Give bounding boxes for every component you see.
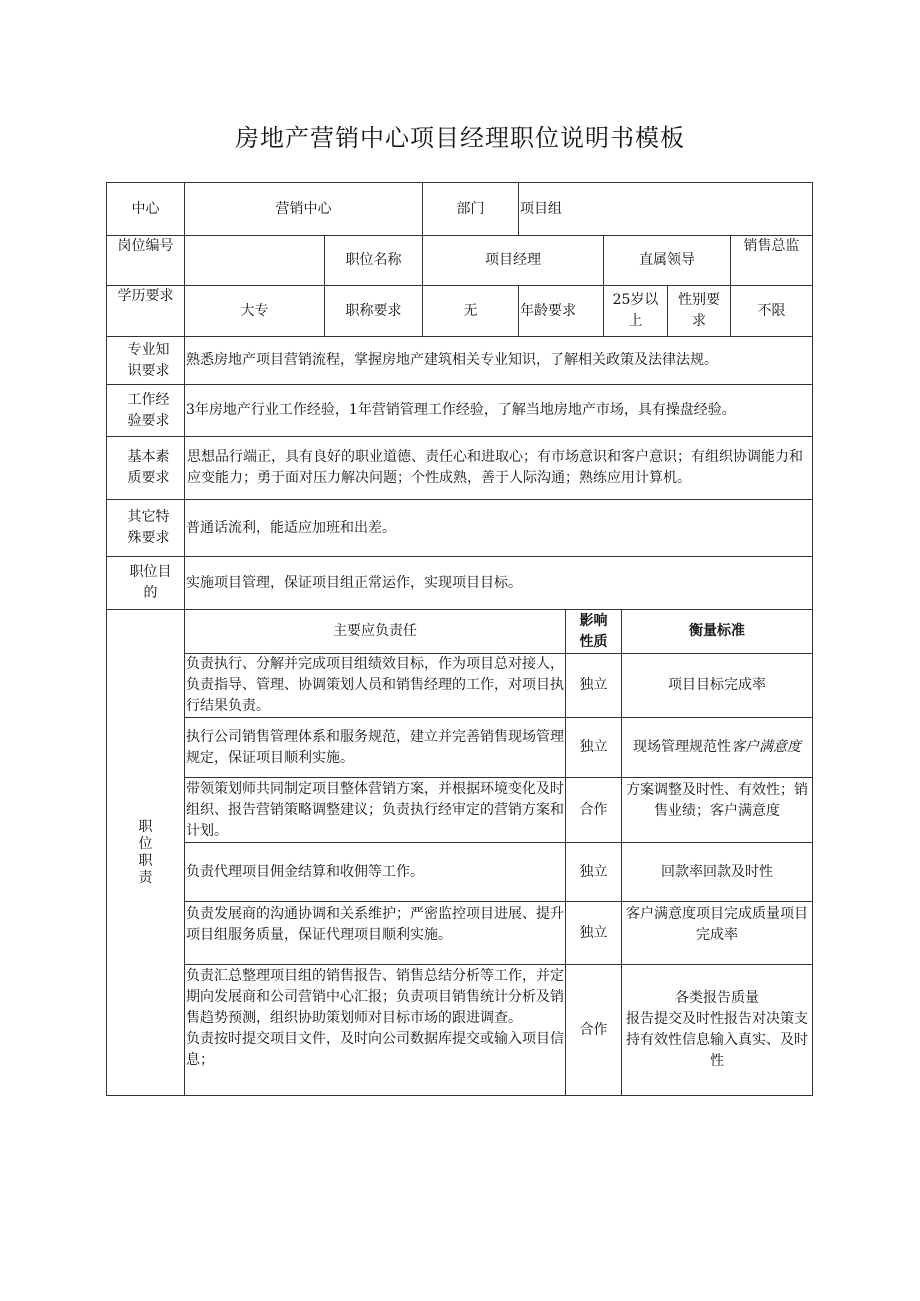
- post-no-value: [184, 235, 325, 286]
- requirement-label: 基本素质要求: [106, 436, 185, 500]
- age-label: 年龄要求: [518, 285, 604, 337]
- document-title: 房地产营销中心项目经理职位说明书模板: [235, 124, 685, 152]
- requirement-value: 思想品行端正，具有良好的职业道德、责任心和进取心；有市场意识和客户意识；有组织协调能力和应变能力；勇于面对压力解决问题；个性成熟，善于人际沟通；熟练应用计算机。: [184, 436, 813, 500]
- duty-standard: 回款率回款及时性: [621, 842, 813, 902]
- duty-standard: 客户满意度项目完成质量项目完成率: [621, 901, 813, 965]
- duty-nature: 独立: [565, 901, 622, 965]
- duty-nature: 独立: [565, 842, 622, 902]
- duty-text-part: 负责汇总整理项目组的销售报告、销售总结分析等工作，并定期向发展商和公司营销中心汇报；负责项目销售统计分析及销售趋势预测，组织协助策划师对目标市场的跟进调查。: [186, 968, 564, 1026]
- requirement-value: 实施项目管理，保证项目组正常运作，实现项目目标。: [184, 556, 813, 610]
- standard-text: 报告提交及时性报告对决策支持有效性信息输入真实、及时性: [626, 1011, 808, 1069]
- gender-value: 不限: [730, 285, 813, 337]
- duty-text: 执行公司销售管理体系和服务规范，建立并完善销售现场管理规定，保证项目顺利实施。: [184, 717, 566, 778]
- center-label: 中心: [106, 182, 185, 236]
- standard-italic-text: 客户满意度: [731, 739, 801, 755]
- standard-header: 衡量标准: [621, 609, 813, 654]
- post-name-value: 项目经理: [422, 235, 604, 286]
- duty-text: [184, 964, 566, 1096]
- requirement-value: 熟悉房地产项目营销流程，掌握房地产建筑相关专业知识，了解相关政策及法律法规。: [184, 336, 813, 385]
- duty-header: 主要应负责任: [184, 609, 566, 654]
- leader-value: 销售总监: [730, 235, 813, 286]
- requirement-label: 专业知识要求: [106, 336, 185, 385]
- leader-label: 直属领导: [603, 235, 731, 286]
- duties-section-label: 职位职责: [106, 609, 185, 1096]
- duty-text: 负责代理项目佣金结算和收佣等工作。: [184, 842, 566, 902]
- dept-label: 部门: [422, 182, 519, 236]
- duty-text: 负责发展商的沟通协调和关系维护；严密监控项目进展、提升项目组服务质量，保证代理项目顺利实施。: [184, 901, 566, 965]
- requirement-label: 工作经验要求: [106, 384, 185, 437]
- age-value: 25岁以上: [603, 285, 668, 337]
- post-name-label: 职位名称: [324, 235, 423, 286]
- nature-header: 影响性质: [565, 609, 622, 654]
- duty-text: 带领策划师共同制定项目整体营销方案，并根据环境变化及时组织、报告营销策略调整建议；负责执行经审定的营销方案和计划。: [184, 777, 566, 843]
- gender-label: 性别要求: [667, 285, 731, 337]
- duty-standard: 项目目标完成率: [621, 653, 813, 718]
- requirement-value: 3年房地产行业工作经验，1年营销管理工作经验，了解当地房地产市场，具有操盘经验。: [184, 384, 813, 437]
- edu-label: 学历要求: [106, 285, 185, 337]
- requirement-value: 普通话流利，能适应加班和出差。: [184, 499, 813, 557]
- duty-standard: 方案调整及时性、有效性；销售业绩；客户满意度: [621, 777, 813, 843]
- duty-nature: 合作: [565, 964, 622, 1096]
- standard-text: 现场管理规范性: [633, 739, 731, 755]
- duty-text-part: 负责按时提交项目文件，及时向公司数据库提交或输入项目信息；: [186, 1031, 564, 1068]
- duty-nature: 独立: [565, 717, 622, 778]
- duty-nature: 独立: [565, 653, 622, 718]
- duty-text: 负责执行、分解并完成项目组绩效目标，作为项目总对接人，负责指导、管理、协调策划人员和销售经理的工作，对项目执行结果负责。: [184, 653, 566, 718]
- standard-text: 各类报告质量: [675, 990, 759, 1006]
- edu-value: 大专: [184, 285, 325, 337]
- duty-standard: [621, 964, 813, 1096]
- duty-standard: [621, 717, 813, 778]
- title-req-label: 职称要求: [324, 285, 423, 337]
- requirement-label: 职位目的: [106, 556, 185, 610]
- requirement-label: 其它特殊要求: [106, 499, 185, 557]
- center-value: 营销中心: [184, 182, 423, 236]
- title-req-value: 无: [422, 285, 519, 337]
- dept-value: 项目组: [518, 182, 813, 236]
- post-no-label: 岗位编号: [106, 235, 185, 286]
- duty-nature: 合作: [565, 777, 622, 843]
